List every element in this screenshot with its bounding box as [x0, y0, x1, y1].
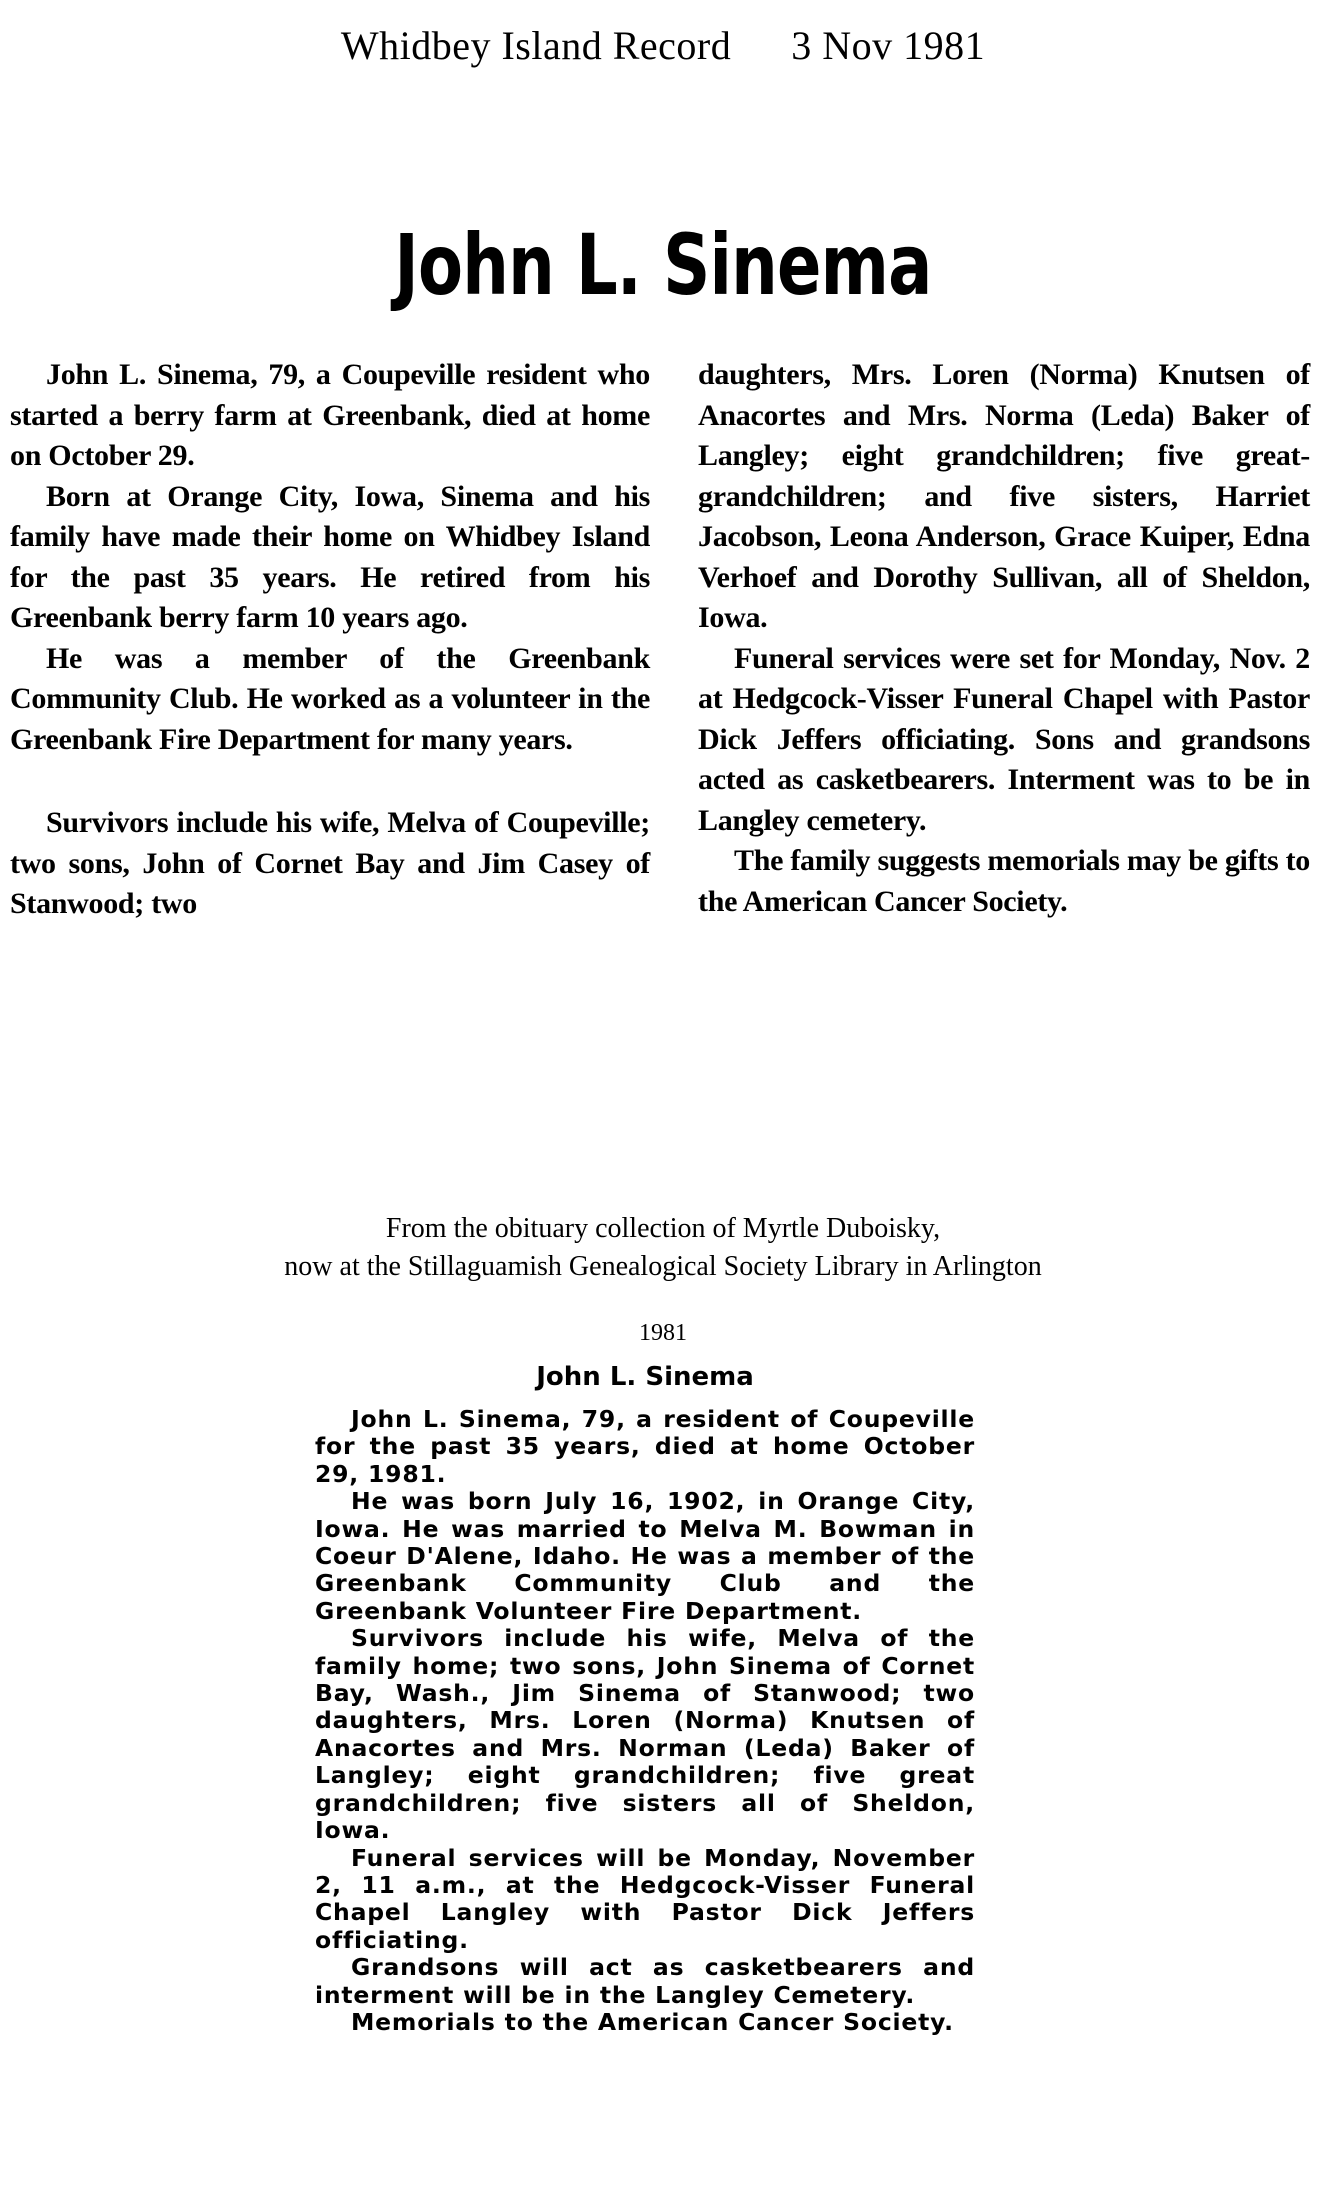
paragraph: Survivors include his wife, Melva of the family home; two sons, John Sinema of Cornet Bay, Wash., Jim Sinema of Stanwood; two daughters, Mrs. Loren (Norma) Knutsen of Anacortes and Mrs. Norman (Leda) Baker of Langley; eight grandchildren; five great grandchildren; five sisters all of Sheldon, Iowa.	[315, 1624, 975, 1845]
paragraph: John L. Sinema, 79, a resident of Coupeville for the past 35 years, died at home October 29, 1981.	[315, 1405, 975, 1488]
paragraph: Survivors include his wife, Melva of Coupeville; two sons, John of Cornet Bay and Jim Casey of Stanwood; two	[10, 806, 650, 920]
publication-name: Whidbey Island Record	[340, 23, 732, 68]
left-column	[10, 355, 650, 925]
collection-year: 1981	[639, 1320, 687, 1346]
page-header	[0, 22, 1326, 69]
collection-title: John L. Sinema	[536, 1362, 754, 1392]
paragraph: Born at Orange City, Iowa, Sinema and his family have made their home on Whidbey Island for the past 35 years. He retired from his Greenbank berry farm 10 years ago.	[10, 479, 650, 634]
paragraph: John L. Sinema, 79, a Coupeville resident who started a berry farm at Greenbank, died at home on October 29.	[10, 358, 650, 472]
right-column	[698, 355, 1310, 922]
paragraph: Funeral services will be Monday, November 2, 11 a.m., at the Hedgcock-Visser Funeral Chapel Langley with Pastor Dick Jeffers officiating.	[315, 1843, 975, 1954]
paragraph: daughters, Mrs. Loren (Norma) Knutsen of Anacortes and Mrs. Norma (Leda) Baker of Langley; eight grandchildren; five great-grandchildren; and five sisters, Harriet Jacobson, Leona Anderson, Grace Kuiper, Edna Verhoef and Dorothy Sullivan, all of Sheldon, Iowa.	[698, 358, 1310, 634]
publication-date: 3 Nov 1981	[791, 23, 986, 68]
source-note	[0, 1210, 1326, 1286]
paragraph: The family suggests memorials may be gifts to the American Cancer Society.	[698, 844, 1310, 918]
source-line-2: now at the Stillaguamish Genealogical Society Library in Arlington	[284, 1251, 1042, 1282]
obituary-headline: John L. Sinema	[394, 216, 932, 314]
source-line-1: From the obituary collection of Myrtle Duboisky,	[385, 1213, 941, 1244]
paragraph: Grandsons will act as casketbearers and interment will be in the Langley Cemetery.	[315, 1953, 975, 2009]
paragraph: Funeral services were set for Monday, Nov. 2 at Hedgcock-Visser Funeral Chapel with Pastor Dick Jeffers officiating. Sons and grandsons acted as casketbearers. Interment was to be in Langley cemetery.	[698, 641, 1310, 837]
paragraph: He was a member of the Greenbank Community Club. He worked as a volunteer in the Greenbank Fire Department for many years.	[10, 641, 650, 756]
paragraph: Memorials to the American Cancer Society.	[351, 2007, 954, 2036]
newspaper-clipping	[0, 215, 1326, 920]
paragraph: He was born July 16, 1902, in Orange City, Iowa. He was married to Melva M. Bowman in Coeur D'Alene, Idaho. He was a member of the Greenbank Community Club and the Greenbank Volunteer Fire Department.	[315, 1487, 975, 1625]
collection-clipping	[315, 1362, 975, 2036]
